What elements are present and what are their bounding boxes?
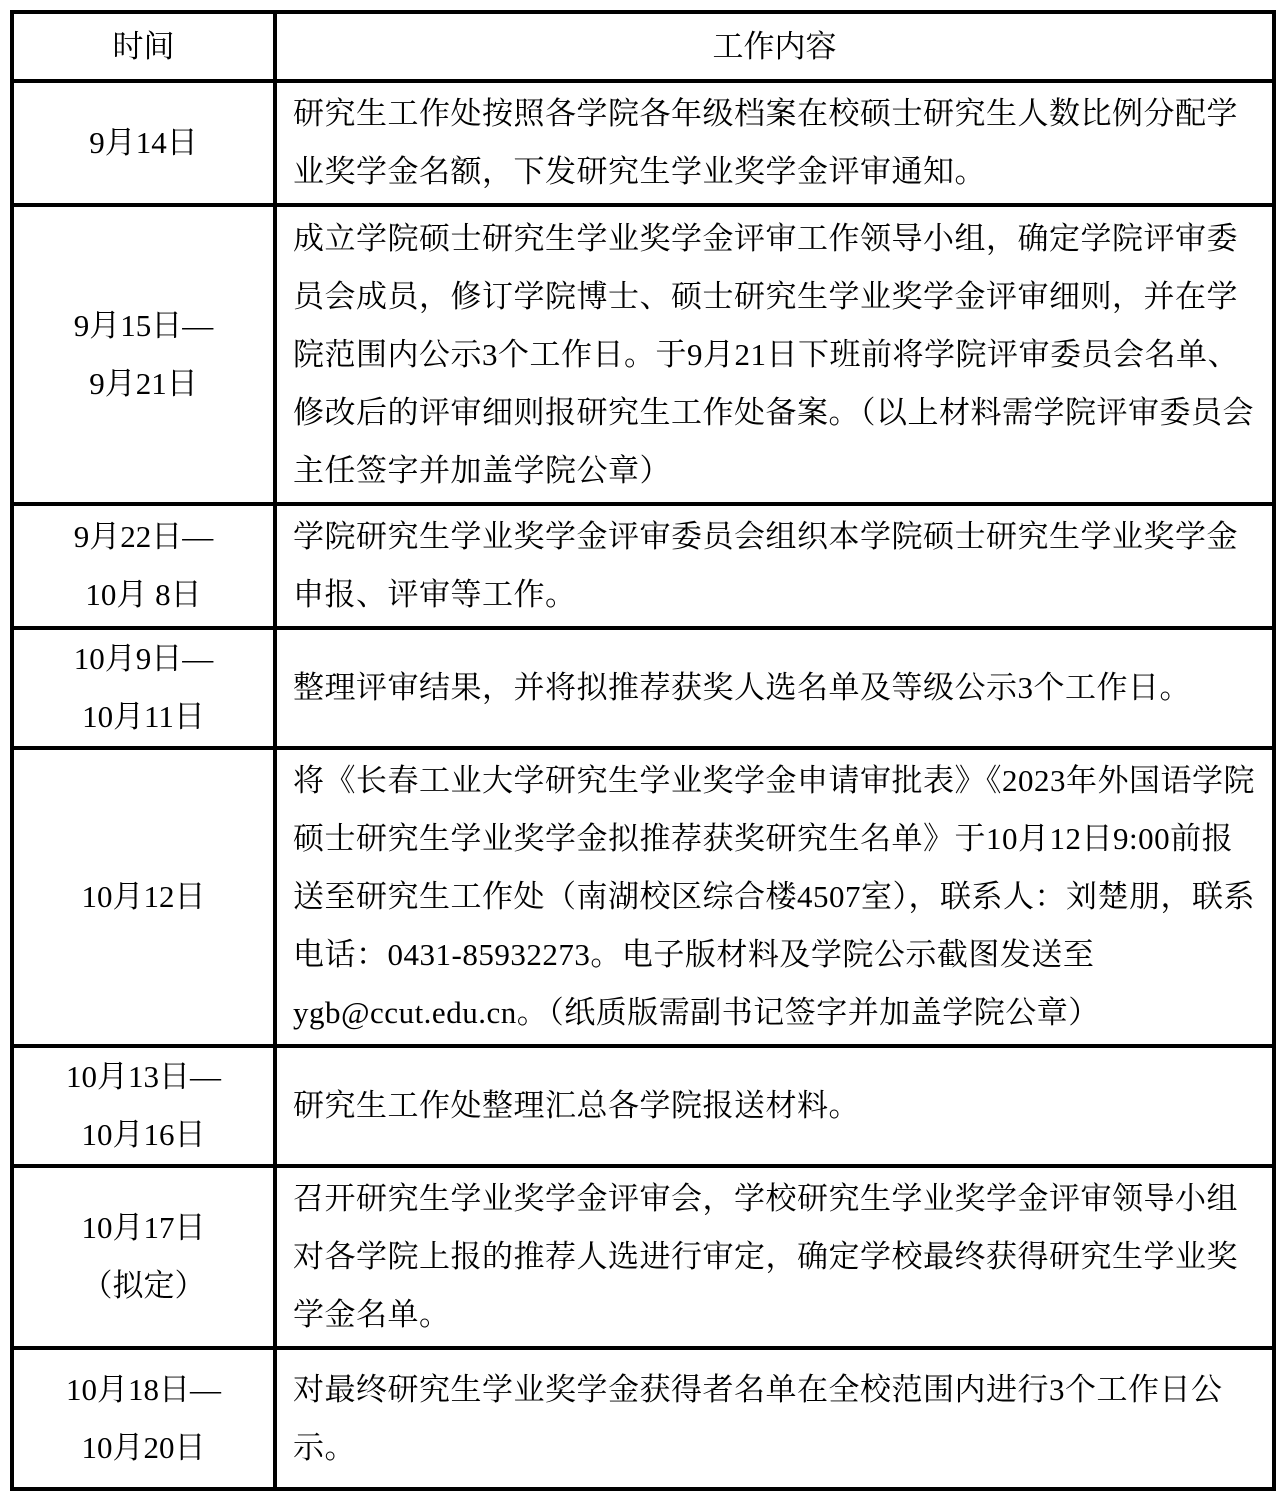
- time-cell: [12, 504, 275, 628]
- time-cell: [12, 81, 275, 205]
- time-line: 10月12日: [81, 879, 206, 914]
- table-row: [12, 81, 1274, 205]
- time-line: 10月 8日: [85, 577, 202, 612]
- time-cell: [12, 628, 275, 748]
- time-cell: [12, 205, 275, 504]
- time-cell: [12, 748, 275, 1046]
- table-row: [12, 1166, 1274, 1348]
- time-line: 10月18日—: [66, 1371, 221, 1407]
- time-line: 9月21日: [89, 365, 198, 401]
- time-line: 9月15日—: [73, 307, 214, 343]
- schedule-table: [10, 10, 1276, 1491]
- content-cell: [275, 205, 1274, 504]
- content-cell: [275, 748, 1274, 1046]
- time-line: 10月16日: [81, 1117, 206, 1152]
- table-row: [12, 205, 1274, 504]
- content-text: 对最终研究生学业奖学金获得者名单在全校范围内进行3个工作日公示。: [293, 1371, 1223, 1465]
- table-row: [12, 504, 1274, 628]
- header-time-label: 时间: [112, 28, 175, 64]
- content-cell: [275, 1166, 1274, 1348]
- table-row: [12, 1046, 1274, 1166]
- time-line: 9月22日—: [73, 519, 214, 554]
- time-line: 10月9日—: [73, 641, 214, 676]
- content-text: 成立学院硕士研究生学业奖学金评审工作领导小组，确定学院评审委员会成员，修订学院博士、硕士研究生学业奖学金评审细则，并在学院范围内公示3个工作日。于9月21日下班前将学院评审委员会名单、修改后的评审细则报研究生工作处备案。（以上材料需学院评审委员会主任签字并加盖学院公章）: [293, 220, 1254, 488]
- table-row: [12, 1348, 1274, 1489]
- time-line: 10月13日—: [66, 1059, 221, 1094]
- table-row: [12, 748, 1274, 1046]
- content-text: 研究生工作处按照各学院各年级档案在校硕士研究生人数比例分配学业奖学金名额，下发研究生学业奖学金评审通知。: [293, 96, 1238, 189]
- content-cell: [275, 504, 1274, 628]
- time-line: 10月11日: [82, 699, 205, 734]
- content-cell: [275, 1348, 1274, 1489]
- time-cell: [12, 1166, 275, 1348]
- time-line: 10月17日: [81, 1210, 206, 1245]
- content-text: 召开研究生学业奖学金评审会，学校研究生学业奖学金评审领导小组对各学院上报的推荐人选进行审定，确定学校最终获得研究生学业奖学金名单。: [293, 1181, 1238, 1332]
- content-cell: [275, 81, 1274, 205]
- time-cell: [12, 1348, 275, 1489]
- content-cell: [275, 1046, 1274, 1166]
- content-text: 将《长春工业大学研究生学业奖学金申请审批表》《2023年外国语学院硕士研究生学业奖学金拟推荐获奖研究生名单》于10月12日9:00前报送至研究生工作处（南湖校区综合楼4507室），联系人：刘楚朋，联系电话：0431-85932273。电子版材料及学院公示截图发送至ygb@ccut.edu.cn。（纸质版需副书记签字并加盖学院公章）: [293, 763, 1255, 1030]
- header-content: [275, 12, 1274, 81]
- content-text: 整理评审结果，并将拟推荐获奖人选名单及等级公示3个工作日。: [293, 670, 1191, 705]
- table-header-row: [12, 12, 1274, 81]
- time-line: 9月14日: [89, 125, 198, 160]
- time-line: 10月20日: [81, 1429, 206, 1465]
- header-time: [12, 12, 275, 81]
- time-line: （拟定）: [81, 1268, 206, 1303]
- table-row: [12, 628, 1274, 748]
- content-text: 学院研究生学业奖学金评审委员会组织本学院硕士研究生学业奖学金申报、评审等工作。: [293, 519, 1238, 612]
- content-text: 研究生工作处整理汇总各学院报送材料。: [293, 1088, 860, 1123]
- time-cell: [12, 1046, 275, 1166]
- content-cell: [275, 628, 1274, 748]
- header-content-label: 工作内容: [712, 28, 837, 64]
